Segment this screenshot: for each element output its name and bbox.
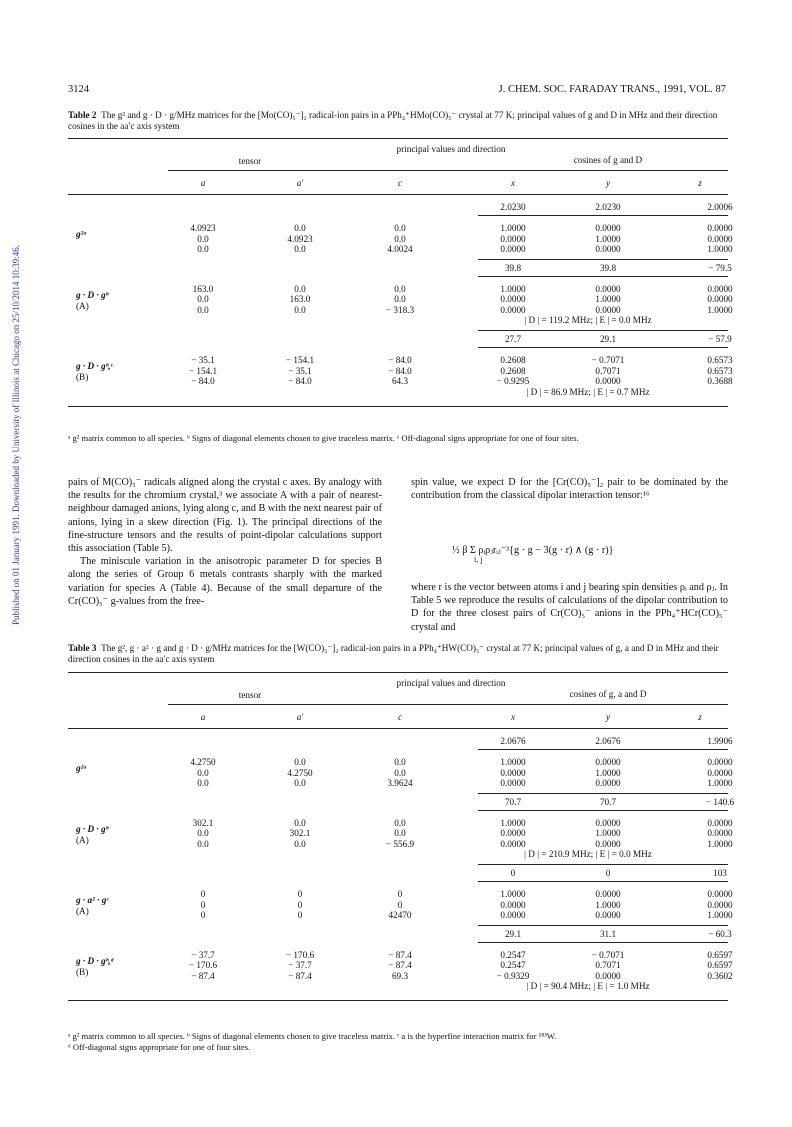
matrix-cell: 0 [297,889,303,899]
block-rule [478,259,728,260]
matrix-cell: 0.0 [294,817,306,828]
matrix-cell: 0.0000 [707,889,733,899]
table3-title: Table 3 [68,643,97,653]
matrix-cell: 1.0000 [595,233,621,244]
matrix-cell: − 84.0 [191,376,215,386]
matrix-cell: 0.0 [294,223,306,233]
body-right-column-2 [411,581,728,634]
matrix-cell: − 0.7071 [591,949,625,960]
column-header-rule [68,194,728,195]
matrix-cell: 0.7071 [595,365,621,376]
matrix-cell: 0.3602 [707,970,733,981]
matrix-cell: 4.2750 [287,767,313,778]
matrix-cell: 0.0000 [595,223,621,233]
table2-title: Table 2 [68,110,97,120]
matrix-cell: 0.2608 [500,355,526,365]
matrix-cell: 0.0 [394,294,406,304]
principal-value: − 60.3 [708,928,732,939]
column-header-1: a′ [296,178,304,188]
matrix-cell: 1.0000 [707,244,733,254]
matrix-cell: 1.0000 [500,223,526,233]
matrix-cell: 0.0 [197,233,209,244]
matrix-cell: 0.0 [294,838,306,849]
species-label: (A) [76,834,89,845]
pv-rule [478,215,728,216]
matrix-cell: 0.7071 [595,960,621,970]
matrix-cell: 42470 [388,910,412,920]
tensor-label: g · D · gᵇ [76,823,109,834]
matrix-cell: 0.0 [294,757,306,767]
species-label: (B) [76,966,89,977]
matrix-cell: 0.0000 [707,223,733,233]
matrix-cell: 0.0000 [500,910,526,920]
matrix-cell: 0.0000 [500,294,526,304]
tensor-label: g · D · gᵇ,ᵈ [76,955,114,966]
principal-value: − 140.6 [705,796,735,807]
table-top-rule [68,138,728,139]
species-label: (A) [76,906,89,916]
matrix-cell: 0.0 [197,244,209,254]
table2-caption [68,110,728,132]
matrix-cell: 0.2547 [500,960,526,970]
block-rule [478,925,728,926]
pv-rule [478,347,728,348]
column-header-3: x [510,712,516,722]
matrix-cell: 0.0000 [595,817,621,828]
watermark-text: Published on 01 January 1991. Downloaded by University of Illinois at Chicago on 25/10/2014 10:39:46. [11,245,21,625]
matrix-cell: 0.0 [394,223,406,233]
matrix-cell: 0.0000 [707,294,733,304]
table-bottom-rule [68,1000,728,1001]
column-header-3: x [510,178,516,188]
matrix-cell: 163.0 [192,283,214,294]
pv-header-line1: principal values and direction [396,144,506,154]
principal-value: 2.0676 [595,736,621,746]
principal-value: 2.0230 [595,202,621,212]
matrix-cell: 0.0000 [595,283,621,294]
matrix-cell: 0.0 [197,838,209,849]
principal-value: 39.8 [599,262,617,273]
download-watermark [2,130,21,730]
matrix-cell: 0.0000 [595,970,621,981]
matrix-cell: 0.0 [197,778,209,788]
matrix-cell: 0.0000 [500,828,526,838]
column-header-4: y [605,178,611,188]
matrix-cell: 0.0000 [500,767,526,778]
matrix-cell: 3.9624 [387,778,413,788]
matrix-cell: 0.6573 [707,365,733,376]
body-paragraph-4: where r is the vector between atoms i and j bearing spin densities ρᵢ and ρⱼ. In Table 5 we reproduce the results of calculations of the dipolar contribution to D for the three closest pairs of Cr(CO)₅⁻ anions in the PPh₄⁺HCr(CO)₅⁻ crystal and [411,582,728,633]
matrix-cell: 0.0000 [707,233,733,244]
matrix-cell: 0.0000 [500,778,526,788]
principal-value: 70.7 [504,796,522,807]
column-header-5: z [698,178,702,188]
principal-value: 29.1 [599,334,617,344]
pv-rule [478,276,728,277]
tensor-label: g · D · gᵇ [76,289,109,300]
matrix-cell: − 84.0 [288,376,312,386]
matrix-cell: 69.3 [391,970,409,981]
matrix-cell: 0.0 [394,817,406,828]
matrix-cell: − 170.6 [188,960,218,970]
matrix-cell: 0 [397,889,403,899]
column-header-4: y [605,712,611,722]
body-right-column [411,476,728,502]
matrix-cell: 0 [397,899,403,910]
zero-field-note: | D | = 210.9 MHz; | E | = 0.0 MHz [524,849,652,859]
tensor-label: g · a² · gᶜ [76,895,109,905]
matrix-cell: − 35.1 [288,365,312,376]
body-paragraph-2: The miniscule variation in the anisotropic parameter D for species B along the series of Group 6 metals contrasts sharply with the marked variation for species A (Table 4). Because of the small departure of the Cr(CO)₅⁻ g-values from the free- [68,556,382,607]
matrix-cell: 0.0 [394,757,406,767]
matrix-cell: 0.0000 [707,767,733,778]
zero-field-note: | D | = 119.2 MHz; | E | = 0.0 MHz [524,315,652,325]
matrix-cell: 0.0 [197,294,209,304]
principal-value: 0 [510,868,516,878]
matrix-cell: 1.0000 [707,910,733,920]
matrix-cell: 0.0000 [595,889,621,899]
principal-value: 1.9906 [707,736,733,746]
table-top-rule [68,672,728,673]
principal-value: 2.0230 [500,202,526,212]
page-number: 3124 [68,84,89,95]
pv-rule [478,749,728,750]
pv-header-line1: principal values and direction [396,678,506,688]
matrix-cell: 0.0000 [595,778,621,788]
matrix-cell: − 0.9295 [496,376,530,386]
matrix-cell: 1.0000 [500,889,526,899]
equation-text: ½ β Σ ρᵢρⱼrᵢⱼ⁻³{g · g − 3(g · r) ∧ (g · r)} [452,545,614,556]
column-header-5: z [698,712,702,722]
table3-caption-text: The g², g · a² · g and g · D · g/MHz matrices for the [W(CO)₅⁻]₂ radical-ion pairs in a PPh₄⁺HW(CO)₅⁻ crystal at 77 K; principal values of g, a and D in MHz and their direction cosines in the aa′c axis system [68,643,719,664]
body-paragraph-1: pairs of M(CO)₅⁻ radicals aligned along the crystal c axes. By analogy with the results for the chromium crystal,³ we associate A with a pair of nearest-neighbour damaged anions, lying along c, and B with the next nearest pair of anions, lying in a skew direction (Fig. 1). The principal directions of the fine-structure tensors and the results of point-dipolar calculations support this association (Table 5). [68,477,382,555]
matrix-cell: 0.0000 [707,283,733,294]
table2-caption-text: The g² and g · D · g/MHz matrices for the [Mo(CO)₅⁻]₂ radical-ion pairs in a PPh₄⁺HMo(CO)₅⁻ crystal at 77 K; principal values of g and D in MHz and their direction cosines in the aa′c axis system [68,110,718,131]
block-rule [478,793,728,794]
body-left-column [68,476,382,608]
matrix-cell: − 37.7 [191,949,215,960]
matrix-cell: − 154.1 [188,365,218,376]
matrix-cell: − 84.0 [388,355,412,365]
table-bottom-rule [68,406,728,407]
matrix-cell: 0 [200,910,206,920]
matrix-cell: − 318.3 [385,304,415,315]
matrix-cell: 0.0 [294,283,306,294]
journal-citation: J. CHEM. SOC. FARADAY TRANS., 1991, VOL. 87 [498,84,726,95]
matrix-cell: − 84.0 [388,365,412,376]
matrix-cell: 0.0000 [595,757,621,767]
table3-footnote-2: ᵈ Off-diagonal signs appropriate for one of four sites. [68,1041,251,1052]
tensor-label: g²ᵃ [76,229,87,239]
matrix-cell: 0.6597 [707,949,733,960]
matrix-cell: 0.0000 [500,899,526,910]
matrix-cell: 0.0 [197,304,209,315]
block-rule [478,864,728,865]
matrix-cell: 0.6597 [707,960,733,970]
principal-value: 29.1 [504,928,522,939]
matrix-cell: 0.2547 [500,949,526,960]
pv-rule [478,810,728,811]
table3-footnote [68,1031,728,1052]
matrix-cell: − 0.9329 [496,970,530,981]
principal-value: − 79.5 [708,262,732,273]
matrix-cell: 1.0000 [500,757,526,767]
matrix-cell: 0.0000 [707,828,733,838]
matrix-cell: 0 [200,889,206,899]
column-header-1: a′ [296,712,304,722]
pv-header-line2: cosines of g, a and D [569,689,647,699]
tensor-header: tensor [238,156,262,166]
matrix-cell: 0 [297,899,303,910]
table2 [68,138,733,413]
column-header-2: c [397,712,403,722]
matrix-cell: 0.0 [294,304,306,315]
matrix-cell: 302.1 [289,828,311,838]
pv-rule [478,881,728,882]
table2-footnote: ᵃ g² matrix common to all species. ᵇ Signs of diagonal elements chosen to give traceless matrix. ᶜ Off-diagonal signs appropriate for one of four sites. [68,433,579,443]
equation-subscript: i, j [474,555,483,564]
principal-value: 2.0676 [500,736,526,746]
tensor-label: g · D · gᵇ,ᶜ [76,361,113,371]
matrix-cell: 0.0000 [595,838,621,849]
species-label: (A) [76,300,89,311]
matrix-cell: 163.0 [289,294,311,304]
column-header-2: c [397,178,403,188]
matrix-cell: 0.0000 [707,757,733,767]
block-rule [478,330,728,331]
principal-value: − 57.9 [708,334,732,344]
tensor-label: g²ᵃ [76,763,87,773]
matrix-cell: 1.0000 [707,778,733,788]
matrix-cell: 4.0923 [287,233,313,244]
matrix-cell: 0.0 [394,233,406,244]
matrix-cell: 4.0923 [190,223,216,233]
matrix-cell: 302.1 [192,817,214,828]
matrix-cell: 0.0000 [595,244,621,254]
matrix-cell: 0.0000 [500,233,526,244]
column-header-rule [68,728,728,729]
header-rule [168,170,728,171]
matrix-cell: 4.2750 [190,757,216,767]
tensor-header: tensor [238,690,262,700]
matrix-cell: 0.0 [394,283,406,294]
matrix-cell: − 170.6 [285,949,315,960]
matrix-cell: 0.3688 [707,376,733,386]
matrix-cell: − 87.4 [288,970,312,981]
dipolar-equation [452,545,614,564]
matrix-cell: 0.0000 [500,838,526,849]
matrix-cell: 0.0000 [707,817,733,828]
matrix-cell: 0.0000 [595,376,621,386]
matrix-cell: − 87.4 [388,960,412,970]
matrix-cell: − 556.9 [385,838,415,849]
matrix-cell: − 87.4 [388,949,412,960]
matrix-cell: − 37.7 [288,960,312,970]
principal-value: 0 [605,868,611,878]
matrix-cell: 0.0 [294,778,306,788]
principal-value: 39.8 [504,262,522,273]
matrix-cell: 0 [200,899,206,910]
principal-value: 2.0006 [707,202,733,212]
column-header-0: a [200,178,206,188]
matrix-cell: 1.0000 [595,767,621,778]
matrix-cell: 0.0 [294,244,306,254]
matrix-cell: 0.0000 [707,899,733,910]
matrix-cell: 0.0000 [595,910,621,920]
matrix-cell: − 35.1 [191,355,215,365]
body-paragraph-3: spin value, we expect D for the [Cr(CO)₅⁻]₂ pair to be dominated by the contribution from the classical dipolar interaction tensor:¹⁶ [411,477,728,502]
zero-field-note: | D | = 90.4 MHz; | E | = 1.0 MHz [526,981,650,991]
column-header-0: a [200,712,206,722]
pv-rule [478,942,728,943]
matrix-cell: 1.0000 [707,838,733,849]
principal-value: 27.7 [504,334,522,344]
table3-footnote-1: ᵃ g² matrix common to all species. ᵇ Signs of diagonal elements chosen to give traceless matrix. ᶜ a is the hyperfine interaction matrix for ¹⁸³W. [68,1031,557,1041]
species-label: (B) [76,372,89,382]
zero-field-note: | D | = 86.9 MHz; | E | = 0.7 MHz [526,386,650,397]
matrix-cell: − 0.7071 [591,355,625,365]
matrix-cell: 0.0000 [595,304,621,315]
matrix-cell: 4.0024 [387,244,413,254]
table3 [68,672,735,1032]
header-rule [168,704,728,705]
matrix-cell: 1.0000 [500,283,526,294]
matrix-cell: 1.0000 [595,828,621,838]
matrix-cell: 1.0000 [595,899,621,910]
matrix-cell: 0 [297,910,303,920]
matrix-cell: 64.3 [391,376,409,386]
matrix-cell: 0.0 [394,767,406,778]
matrix-cell: − 154.1 [285,355,315,365]
matrix-cell: 0.0 [197,767,209,778]
matrix-cell: 0.6573 [707,355,733,365]
table3-caption [68,643,728,665]
matrix-cell: 0.2608 [500,365,526,376]
matrix-cell: 1.0000 [707,304,733,315]
matrix-cell: 1.0000 [595,294,621,304]
principal-value: 103 [713,868,727,878]
principal-value: 31.1 [599,928,617,939]
principal-value: 70.7 [599,796,617,807]
matrix-cell: − 87.4 [191,970,215,981]
pv-header-line2: cosines of g and D [573,155,643,165]
matrix-cell: 0.0000 [500,244,526,254]
matrix-cell: 1.0000 [500,817,526,828]
matrix-cell: 0.0 [197,828,209,838]
matrix-cell: 0.0 [394,828,406,838]
matrix-cell: 0.0000 [500,304,526,315]
